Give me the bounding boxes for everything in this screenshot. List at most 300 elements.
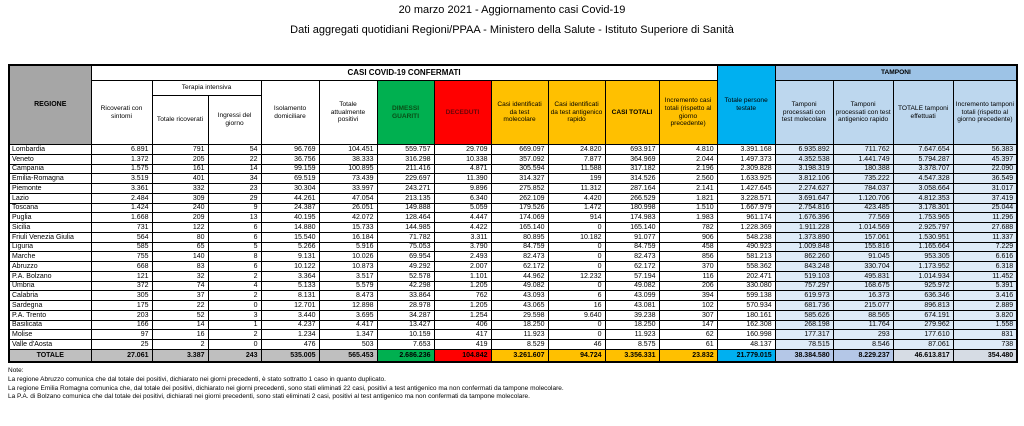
cell-casi-test-molecolare: 305.594 [491,164,548,174]
cell-terapia-totale-ricoverati: 2 [152,340,208,350]
cell-tamponi-test-molecolare: 4.352.538 [775,154,833,164]
cell-tamponi-test-molecolare: 843.248 [775,262,833,272]
cell-incremento-casi-totali: 116 [659,271,717,281]
cell-ricoverati-con-sintomi: 3.361 [91,184,152,194]
cell-totale-persone-testate: 180.161 [717,310,775,320]
cell-tamponi-test-antigenico: 88.565 [833,310,893,320]
cell-deceduti: 762 [434,291,491,301]
cell-deceduti: 1.205 [434,301,491,311]
cell-casi-test-molecolare: 29.598 [491,310,548,320]
col-header-totale-tamponi: TOTALE tamponi effettuati [893,81,953,145]
cell-ricoverati-con-sintomi: 175 [91,301,152,311]
col-header-attualmente-positivi: Totale attualmente positivi [319,81,377,145]
cell-casi-totali: 62.172 [605,262,659,272]
cell-terapia-totale-ricoverati: 332 [152,184,208,194]
cell-deceduti: 5.059 [434,203,491,213]
cell-deceduti: 4.871 [434,164,491,174]
cell-incremento-casi-totali: 458 [659,242,717,252]
table-row [9,301,1017,311]
cell-casi-test-molecolare: 11.923 [491,330,548,340]
cell-incremento-casi-totali: 206 [659,281,717,291]
cell-terapia-totale-ricoverati: 16 [152,330,208,340]
cell-totale-attualmente-positivi: 47.054 [319,193,377,203]
cell-tamponi-test-molecolare: 862.260 [775,252,833,262]
cell-totale-tamponi: 4.812.353 [893,193,953,203]
cell-tamponi-test-antigenico: 180.388 [833,164,893,174]
cell-tamponi-test-antigenico: 8.546 [833,340,893,350]
cell-incremento-casi-totali: 62 [659,330,717,340]
cell-ricoverati-con-sintomi: 3.519 [91,174,152,184]
table-row [9,320,1017,330]
col-header-totale-ricoverati: Totale ricoverati [152,96,208,145]
cell-tamponi-test-antigenico: 91.045 [833,252,893,262]
cell-totale-attualmente-positivi: 5.916 [319,242,377,252]
cell-tamponi-test-antigenico: 11.764 [833,320,893,330]
cell-terapia-totale-ricoverati: 65 [152,242,208,252]
cell-incremento-casi-totali: 61 [659,340,717,350]
cell-totale-persone-testate: 490.923 [717,242,775,252]
cell-deceduti: 29.709 [434,145,491,155]
cell-tamponi-test-antigenico: 293 [833,330,893,340]
table-row [9,340,1017,350]
cell-incremento-tamponi: 831 [953,330,1017,340]
cell-totale-attualmente-positivi: 26.051 [319,203,377,213]
cell-dimessi-guariti: 13.427 [377,320,434,330]
cell-casi-test-antigenico: 10.182 [548,232,605,242]
cell-tamponi-test-molecolare: 1.676.396 [775,213,833,223]
col-header-dimessi-guariti: DIMESSI GUARITI [377,81,434,145]
cell-casi-totali: 11.923 [605,330,659,340]
cell-isolamento-domiciliare: 96.769 [261,145,319,155]
cell-deceduti: 406 [434,320,491,330]
cell-incremento-tamponi: 36.549 [953,174,1017,184]
col-header-ricoverati: Ricoverati con sintomi [91,81,152,145]
cell-region-name: Abruzzo [9,262,91,272]
cell-terapia-totale-ricoverati: 791 [152,145,208,155]
cell-isolamento-domiciliare: 44.261 [261,193,319,203]
cell-terapia-totale-ricoverati: 205 [152,154,208,164]
cell-deceduti: 3.790 [434,242,491,252]
cell-terapia-ingressi-giorno: 2 [208,330,261,340]
cell-terapia-ingressi-giorno: 6 [208,262,261,272]
cell-incremento-casi-totali: 147 [659,320,717,330]
covid-data-table [8,64,1018,363]
cell-deceduti: 10.338 [434,154,491,164]
cell-casi-test-antigenico: 12.232 [548,271,605,281]
cell-terapia-ingressi-giorno: 9 [208,203,261,213]
cell-tamponi-test-molecolare: 2.274.627 [775,184,833,194]
table-row [9,252,1017,262]
cell-totale-attualmente-positivi: 565.453 [319,349,377,362]
cell-ricoverati-con-sintomi: 6.891 [91,145,152,155]
cell-terapia-ingressi-giorno: 0 [208,301,261,311]
cell-terapia-ingressi-giorno: 23 [208,184,261,194]
cell-incremento-tamponi: 11.337 [953,232,1017,242]
cell-casi-test-molecolare: 3.261.607 [491,349,548,362]
note-line: La P.A. di Bolzano comunica che dal totale dei positivi, dichiarati nei giorni precedenti, sono stati eliminati 2 casi, positivi al test antigenico ma non confermati da tampone molecolare. [8,393,530,401]
cell-incremento-tamponi: 22.090 [953,164,1017,174]
cell-isolamento-domiciliare: 12.701 [261,301,319,311]
cell-ricoverati-con-sintomi: 755 [91,252,152,262]
cell-dimessi-guariti: 69.954 [377,252,434,262]
cell-isolamento-domiciliare: 3.440 [261,310,319,320]
cell-casi-test-antigenico: 0 [548,252,605,262]
cell-incremento-casi-totali: 2.141 [659,184,717,194]
cell-casi-test-molecolare: 44.962 [491,271,548,281]
cell-terapia-ingressi-giorno: 13 [208,213,261,223]
cell-casi-test-molecolare: 82.473 [491,252,548,262]
table-row [9,291,1017,301]
cell-deceduti: 419 [434,340,491,350]
cell-totale-attualmente-positivi: 3.695 [319,310,377,320]
cell-ricoverati-con-sintomi: 2.484 [91,193,152,203]
cell-dimessi-guariti: 149.888 [377,203,434,213]
cell-incremento-casi-totali: 2.560 [659,174,717,184]
table-row [9,154,1017,164]
cell-ricoverati-con-sintomi: 372 [91,281,152,291]
cell-deceduti: 1.254 [434,310,491,320]
cell-totale-tamponi: 896.813 [893,301,953,311]
cell-dimessi-guariti: 559.757 [377,145,434,155]
cell-region-name: Liguria [9,242,91,252]
cell-totale-persone-testate: 202.471 [717,271,775,281]
cell-casi-test-antigenico: 0 [548,330,605,340]
cell-terapia-ingressi-giorno: 22 [208,154,261,164]
cell-incremento-tamponi: 31.017 [953,184,1017,194]
cell-region-name: Sicilia [9,223,91,233]
col-header-persone-testate: Totale persone testate [717,65,775,145]
cell-tamponi-test-antigenico: 423.485 [833,203,893,213]
cell-terapia-totale-ricoverati: 74 [152,281,208,291]
cell-ricoverati-con-sintomi: 1.424 [91,203,152,213]
cell-region-name: Calabria [9,291,91,301]
table-row [9,271,1017,281]
cell-dimessi-guariti: 10.159 [377,330,434,340]
cell-terapia-ingressi-giorno: 4 [208,281,261,291]
cell-region-name: Molise [9,330,91,340]
cell-totale-tamponi: 1.753.965 [893,213,953,223]
cell-terapia-totale-ricoverati: 209 [152,213,208,223]
cell-ricoverati-con-sintomi: 585 [91,242,152,252]
cell-incremento-casi-totali: 2.196 [659,164,717,174]
cell-totale-persone-testate: 548.238 [717,232,775,242]
cell-totale-persone-testate: 1.633.925 [717,174,775,184]
table-row [9,262,1017,272]
cell-region-name: Campania [9,164,91,174]
cell-totale-tamponi: 1.173.952 [893,262,953,272]
cell-totale-attualmente-positivi: 503 [319,340,377,350]
cell-totale-tamponi: 46.613.817 [893,349,953,362]
cell-deceduti: 6.340 [434,193,491,203]
table-body [9,145,1017,362]
cell-casi-test-antigenico: 0 [548,242,605,252]
cell-terapia-ingressi-giorno: 2 [208,291,261,301]
cell-totale-attualmente-positivi: 4.417 [319,320,377,330]
cell-totale-persone-testate: 21.779.015 [717,349,775,362]
cell-isolamento-domiciliare: 40.195 [261,213,319,223]
cell-totale-attualmente-positivi: 5.579 [319,281,377,291]
cell-tamponi-test-antigenico: 1.120.706 [833,193,893,203]
cell-tamponi-test-antigenico: 1.014.569 [833,223,893,233]
cell-totale-tamponi: 4.547.328 [893,174,953,184]
cell-totale-persone-testate: 330.080 [717,281,775,291]
cell-region-name: Umbria [9,281,91,291]
cell-casi-test-antigenico: 0 [548,281,605,291]
cell-casi-test-antigenico: 4.420 [548,193,605,203]
cell-dimessi-guariti: 211.416 [377,164,434,174]
cell-isolamento-domiciliare: 69.519 [261,174,319,184]
cell-terapia-totale-ricoverati: 14 [152,320,208,330]
cell-incremento-casi-totali: 307 [659,310,717,320]
cell-terapia-totale-ricoverati: 161 [152,164,208,174]
cell-terapia-totale-ricoverati: 309 [152,193,208,203]
cell-totale-tamponi: 1.014.934 [893,271,953,281]
page-subtitle: Dati aggregati quotidiani Regioni/PPAA - Ministero della Salute - Istituto Superiore di Sanità [290,24,734,36]
cell-isolamento-domiciliare: 5.266 [261,242,319,252]
cell-casi-totali: 43.099 [605,291,659,301]
cell-casi-test-antigenico: 0 [548,320,605,330]
cell-dimessi-guariti: 243.271 [377,184,434,194]
cell-casi-test-antigenico: 1.472 [548,203,605,213]
cell-casi-test-molecolare: 43.065 [491,301,548,311]
cell-incremento-tamponi: 7.229 [953,242,1017,252]
cell-casi-totali: 18.250 [605,320,659,330]
cell-tamponi-test-molecolare: 3.691.647 [775,193,833,203]
group-header-terapia-intensiva: Terapia intensiva [152,81,261,96]
table-row [9,310,1017,320]
cell-casi-test-molecolare: 8.529 [491,340,548,350]
cell-totale-persone-testate: 162.308 [717,320,775,330]
cell-tamponi-test-antigenico: 1.441.749 [833,154,893,164]
cell-totale-attualmente-positivi: 42.072 [319,213,377,223]
cell-tamponi-test-antigenico: 155.816 [833,242,893,252]
cell-isolamento-domiciliare: 36.756 [261,154,319,164]
cell-tamponi-test-molecolare: 585.626 [775,310,833,320]
cell-tamponi-test-antigenico: 330.704 [833,262,893,272]
cell-totale-attualmente-positivi: 104.451 [319,145,377,155]
page-title: 20 marzo 2021 - Aggiornamento casi Covid-19 [398,4,626,16]
cell-totale-persone-testate: 1.497.373 [717,154,775,164]
cell-incremento-tamponi: 5.391 [953,281,1017,291]
cell-region-name: Toscana [9,203,91,213]
cell-casi-test-antigenico: 199 [548,174,605,184]
cell-terapia-totale-ricoverati: 122 [152,223,208,233]
cell-tamponi-test-antigenico: 8.229.237 [833,349,893,362]
cell-ricoverati-con-sintomi: 25 [91,340,152,350]
cell-deceduti: 4.447 [434,213,491,223]
cell-casi-totali: 693.917 [605,145,659,155]
col-header-tamponi-molecolare: Tamponi processati con test molecolare [775,81,833,145]
cell-totale-attualmente-positivi: 73.439 [319,174,377,184]
cell-totale-persone-testate: 1.427.645 [717,184,775,194]
table-row [9,164,1017,174]
cell-dimessi-guariti: 75.053 [377,242,434,252]
cell-tamponi-test-molecolare: 1.009.848 [775,242,833,252]
cell-casi-totali: 314.526 [605,174,659,184]
cell-tamponi-test-molecolare: 3.812.106 [775,174,833,184]
cell-dimessi-guariti: 52.578 [377,271,434,281]
table-row [9,213,1017,223]
cell-casi-test-antigenico: 0 [548,262,605,272]
cell-tamponi-test-antigenico: 16.373 [833,291,893,301]
cell-terapia-totale-ricoverati: 22 [152,301,208,311]
cell-totale-attualmente-positivi: 10.026 [319,252,377,262]
table-row [9,174,1017,184]
cell-deceduti: 11.390 [434,174,491,184]
cell-totale-persone-testate: 570.934 [717,301,775,311]
notes-label: Note: [8,367,24,374]
cell-casi-totali: 287.164 [605,184,659,194]
cell-dimessi-guariti: 28.978 [377,301,434,311]
cell-isolamento-domiciliare: 10.122 [261,262,319,272]
cell-incremento-tamponi: 2.889 [953,301,1017,311]
cell-incremento-casi-totali: 1.510 [659,203,717,213]
col-header-ingressi-giorno: Ingressi del giorno [208,96,261,145]
col-header-tamponi-antigenico: Tamponi processati con test antigenico rapido [833,81,893,145]
cell-casi-test-molecolare: 49.082 [491,281,548,291]
note-line: La regione Abruzzo comunica che dal totale dei positivi, dichiarato nei giorni precedenti, è stato sottratto 1 caso in quanto duplicato. [8,375,386,383]
cell-isolamento-domiciliare: 3.364 [261,271,319,281]
cell-tamponi-test-molecolare: 1.373.890 [775,232,833,242]
cell-region-name: Basilicata [9,320,91,330]
cell-casi-totali: 91.077 [605,232,659,242]
cell-totale-tamponi: 177.610 [893,330,953,340]
cell-casi-totali: 43.081 [605,301,659,311]
cell-tamponi-test-molecolare: 6.935.892 [775,145,833,155]
cell-deceduti: 417 [434,330,491,340]
cell-totale-tamponi: 674.191 [893,310,953,320]
cell-ricoverati-con-sintomi: 121 [91,271,152,281]
cell-ricoverati-con-sintomi: 166 [91,320,152,330]
cell-deceduti: 1.101 [434,271,491,281]
cell-casi-test-antigenico: 7.877 [548,154,605,164]
cell-incremento-tamponi: 3.820 [953,310,1017,320]
cell-dimessi-guariti: 49.292 [377,262,434,272]
cell-isolamento-domiciliare: 99.159 [261,164,319,174]
cell-region-name: Lombardia [9,145,91,155]
cell-casi-test-antigenico: 11.588 [548,164,605,174]
cell-dimessi-guariti: 144.985 [377,223,434,233]
cell-totale-tamponi: 1.530.951 [893,232,953,242]
cell-terapia-ingressi-giorno: 54 [208,145,261,155]
cell-totale-persone-testate: 961.174 [717,213,775,223]
cell-tamponi-test-molecolare: 619.973 [775,291,833,301]
cell-terapia-ingressi-giorno: 2 [208,271,261,281]
cell-tamponi-test-molecolare: 681.736 [775,301,833,311]
cell-incremento-casi-totali: 23.832 [659,349,717,362]
cell-tamponi-test-antigenico: 157.061 [833,232,893,242]
cell-casi-test-antigenico: 11.312 [548,184,605,194]
cell-casi-totali: 57.194 [605,271,659,281]
cell-totale-attualmente-positivi: 38.333 [319,154,377,164]
cell-region-name: P.A. Bolzano [9,271,91,281]
cell-casi-totali: 82.473 [605,252,659,262]
cell-dimessi-guariti: 2.686.236 [377,349,434,362]
cell-tamponi-test-molecolare: 3.198.319 [775,164,833,174]
cell-ricoverati-con-sintomi: 731 [91,223,152,233]
cell-casi-totali: 317.182 [605,164,659,174]
cell-casi-test-molecolare: 62.172 [491,262,548,272]
cell-casi-totali: 266.529 [605,193,659,203]
cell-region-name: Valle d'Aosta [9,340,91,350]
cell-terapia-ingressi-giorno: 6 [208,223,261,233]
cell-incremento-tamponi: 6.616 [953,252,1017,262]
cell-isolamento-domiciliare: 476 [261,340,319,350]
cell-totale-attualmente-positivi: 100.895 [319,164,377,174]
cell-totale-tamponi: 3.378.707 [893,164,953,174]
cell-incremento-casi-totali: 906 [659,232,717,242]
cell-dimessi-guariti: 7.653 [377,340,434,350]
table-row [9,242,1017,252]
cell-totale-attualmente-positivi: 8.473 [319,291,377,301]
total-label: TOTALE [9,349,91,362]
col-header-casi-molecolare: Casi identificati da test molecolare [491,81,548,145]
cell-tamponi-test-antigenico: 711.762 [833,145,893,155]
cell-casi-totali: 165.140 [605,223,659,233]
total-row [9,349,1017,362]
cell-dimessi-guariti: 316.298 [377,154,434,164]
cell-totale-tamponi: 3.058.664 [893,184,953,194]
cell-ricoverati-con-sintomi: 203 [91,310,152,320]
cell-casi-test-molecolare: 43.093 [491,291,548,301]
cell-ricoverati-con-sintomi: 668 [91,262,152,272]
cell-isolamento-domiciliare: 4.237 [261,320,319,330]
cell-casi-test-antigenico: 16 [548,301,605,311]
cell-totale-persone-testate: 1.667.979 [717,203,775,213]
cell-totale-tamponi: 925.972 [893,281,953,291]
group-header-casi-confermati: CASI COVID-19 CONFERMATI [91,65,717,81]
cell-ricoverati-con-sintomi: 27.061 [91,349,152,362]
cell-ricoverati-con-sintomi: 305 [91,291,152,301]
cell-region-name: Marche [9,252,91,262]
cell-ricoverati-con-sintomi: 1.575 [91,164,152,174]
cell-casi-test-antigenico: 94.724 [548,349,605,362]
cell-incremento-tamponi: 11.452 [953,271,1017,281]
cell-deceduti: 3.311 [434,232,491,242]
cell-tamponi-test-molecolare: 78.515 [775,340,833,350]
cell-totale-tamponi: 636.346 [893,291,953,301]
cell-incremento-tamponi: 354.480 [953,349,1017,362]
cell-terapia-totale-ricoverati: 240 [152,203,208,213]
cell-terapia-ingressi-giorno: 3 [208,310,261,320]
table-row [9,145,1017,155]
cell-casi-totali: 39.238 [605,310,659,320]
cell-incremento-tamponi: 25.044 [953,203,1017,213]
cell-incremento-casi-totali: 102 [659,301,717,311]
cell-tamponi-test-antigenico: 215.077 [833,301,893,311]
cell-incremento-tamponi: 56.383 [953,145,1017,155]
covid-data-table-wrapper [8,64,1018,363]
cell-totale-attualmente-positivi: 12.898 [319,301,377,311]
cell-totale-attualmente-positivi: 33.997 [319,184,377,194]
cell-casi-test-antigenico: 0 [548,223,605,233]
cell-dimessi-guariti: 33.864 [377,291,434,301]
table-row [9,232,1017,242]
cell-isolamento-domiciliare: 1.234 [261,330,319,340]
cell-casi-test-molecolare: 179.526 [491,203,548,213]
cell-terapia-totale-ricoverati: 52 [152,310,208,320]
cell-totale-attualmente-positivi: 1.347 [319,330,377,340]
cell-casi-test-molecolare: 165.140 [491,223,548,233]
cell-casi-test-molecolare: 669.097 [491,145,548,155]
cell-isolamento-domiciliare: 30.304 [261,184,319,194]
cell-tamponi-test-antigenico: 784.037 [833,184,893,194]
report-header [0,4,1024,36]
cell-incremento-tamponi: 738 [953,340,1017,350]
cell-totale-persone-testate: 558.362 [717,262,775,272]
cell-region-name: Puglia [9,213,91,223]
cell-dimessi-guariti: 213.135 [377,193,434,203]
